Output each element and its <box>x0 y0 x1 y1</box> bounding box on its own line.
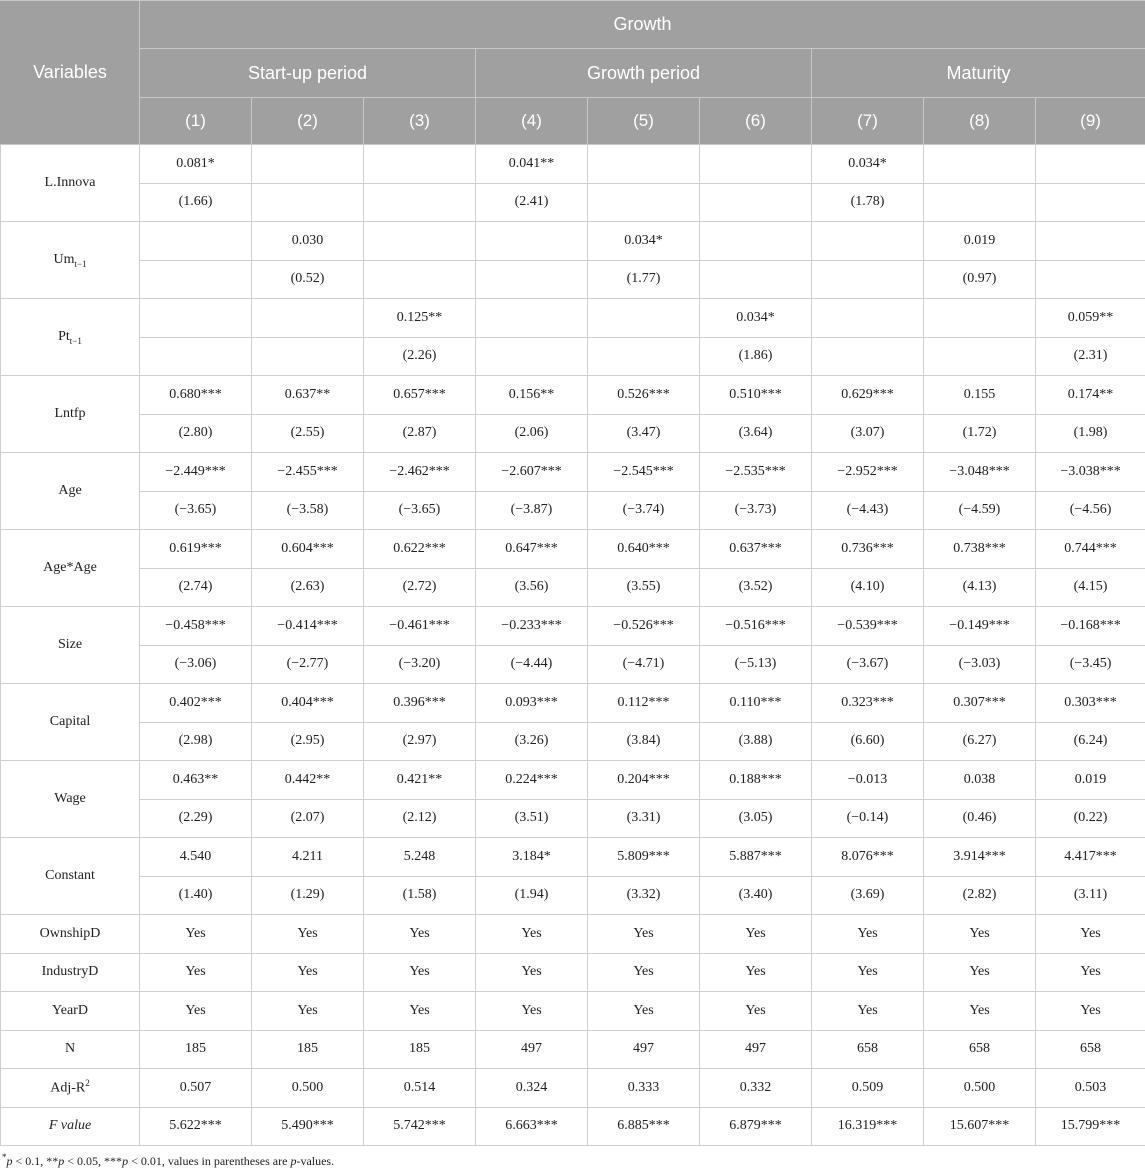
pvalue-cell: (−3.03) <box>924 645 1036 684</box>
statistic-cell: Yes <box>588 915 700 954</box>
coefficient-cell <box>140 299 252 338</box>
coefficient-cell <box>476 299 588 338</box>
period-header-maturity: Maturity <box>812 49 1145 98</box>
pvalue-cell: (1.78) <box>812 183 924 222</box>
pvalue-row <box>1 183 1145 222</box>
pvalue-cell: (−3.58) <box>252 491 364 530</box>
coefficient-cell: 0.034* <box>812 145 924 184</box>
pvalue-cell: (2.31) <box>1036 337 1145 376</box>
coefficient-cell: −0.013 <box>812 761 924 800</box>
coefficient-cell: 0.396*** <box>364 684 476 723</box>
coefficient-row <box>1 376 1145 415</box>
variable-label: Capital <box>1 684 140 761</box>
coefficient-cell: 4.211 <box>252 838 364 877</box>
statistic-cell: 658 <box>812 1030 924 1069</box>
coefficient-cell: 0.204*** <box>588 761 700 800</box>
pvalue-cell <box>476 337 588 376</box>
pvalue-cell <box>812 337 924 376</box>
statistic-cell: 497 <box>700 1030 812 1069</box>
pvalue-cell: (4.10) <box>812 568 924 607</box>
pvalue-cell: (2.82) <box>924 876 1036 915</box>
coefficient-cell: 0.604*** <box>252 530 364 569</box>
pvalue-cell: (3.84) <box>588 722 700 761</box>
coefficient-cell: 4.540 <box>140 838 252 877</box>
statistic-cell: Yes <box>924 992 1036 1031</box>
coefficient-cell: 0.093*** <box>476 684 588 723</box>
coefficient-cell: −0.461*** <box>364 607 476 646</box>
pvalue-cell: (6.60) <box>812 722 924 761</box>
coefficient-cell: 0.738*** <box>924 530 1036 569</box>
statistic-row <box>1 992 1145 1031</box>
coefficient-row <box>1 684 1145 723</box>
coefficient-cell: −0.516*** <box>700 607 812 646</box>
statistic-cell: 16.319*** <box>812 1107 924 1146</box>
statistic-cell: Yes <box>700 992 812 1031</box>
coefficient-cell: 0.112*** <box>588 684 700 723</box>
pvalue-cell <box>1036 260 1145 299</box>
pvalue-cell: (3.11) <box>1036 876 1145 915</box>
statistic-cell: Yes <box>588 953 700 992</box>
column-number-header: (4) <box>476 98 588 145</box>
coefficient-row <box>1 222 1145 261</box>
statistic-cell: Yes <box>588 992 700 1031</box>
coefficient-cell: 5.809*** <box>588 838 700 877</box>
period-header-startup: Start-up period <box>140 49 476 98</box>
coefficient-cell: 0.110*** <box>700 684 812 723</box>
coefficient-cell: 5.887*** <box>700 838 812 877</box>
statistic-row <box>1 1030 1145 1069</box>
pvalue-cell <box>812 260 924 299</box>
pvalue-cell: (−4.56) <box>1036 491 1145 530</box>
coefficient-cell: −3.048*** <box>924 453 1036 492</box>
statistic-cell: Yes <box>476 992 588 1031</box>
coefficient-cell: 0.059** <box>1036 299 1145 338</box>
coefficient-cell: −2.535*** <box>700 453 812 492</box>
coefficient-row <box>1 145 1145 184</box>
pvalue-cell: (−0.14) <box>812 799 924 838</box>
coefficient-cell <box>924 145 1036 184</box>
dependent-variable-header: Growth <box>140 1 1145 49</box>
statistic-row <box>1 953 1145 992</box>
coefficient-cell: 0.736*** <box>812 530 924 569</box>
pvalue-cell <box>700 183 812 222</box>
pvalue-cell: (2.97) <box>364 722 476 761</box>
coefficient-row <box>1 838 1145 877</box>
coefficient-cell: 0.224*** <box>476 761 588 800</box>
statistic-cell: 6.885*** <box>588 1107 700 1146</box>
coefficient-cell: 0.188*** <box>700 761 812 800</box>
pvalue-cell: (−2.77) <box>252 645 364 684</box>
statistic-row <box>1 915 1145 954</box>
pvalue-cell: (2.12) <box>364 799 476 838</box>
pvalue-cell: (4.15) <box>1036 568 1145 607</box>
statistic-cell: Yes <box>140 953 252 992</box>
coefficient-row <box>1 453 1145 492</box>
variable-label: L.Innova <box>1 145 140 222</box>
coefficient-cell: 0.647*** <box>476 530 588 569</box>
coefficient-cell: 0.744*** <box>1036 530 1145 569</box>
coefficient-cell: 0.303*** <box>1036 684 1145 723</box>
pvalue-cell: (3.56) <box>476 568 588 607</box>
pvalue-row <box>1 414 1145 453</box>
variable-label: $Pt_{t-1}$ <box>1 299 140 376</box>
coefficient-cell: 0.637*** <box>700 530 812 569</box>
column-number-header: (1) <box>140 98 252 145</box>
pvalue-cell: (4.13) <box>924 568 1036 607</box>
coefficient-cell: 5.248 <box>364 838 476 877</box>
pvalue-cell: (0.52) <box>252 260 364 299</box>
statistic-cell: 6.879*** <box>700 1107 812 1146</box>
pvalue-cell: (−4.59) <box>924 491 1036 530</box>
statistic-cell: Yes <box>476 915 588 954</box>
variable-label: Size <box>1 607 140 684</box>
statistic-cell: 0.324 <box>476 1069 588 1108</box>
pvalue-cell <box>588 337 700 376</box>
coefficient-cell: 0.442** <box>252 761 364 800</box>
statistic-cell: 0.514 <box>364 1069 476 1108</box>
statistic-cell: 0.332 <box>700 1069 812 1108</box>
coefficient-row <box>1 299 1145 338</box>
coefficient-row <box>1 530 1145 569</box>
pvalue-cell: (−5.13) <box>700 645 812 684</box>
pvalue-row <box>1 491 1145 530</box>
coefficient-cell: 3.184* <box>476 838 588 877</box>
column-number-header: (8) <box>924 98 1036 145</box>
pvalue-cell <box>924 183 1036 222</box>
statistic-cell: Yes <box>364 953 476 992</box>
pvalue-cell: (−3.74) <box>588 491 700 530</box>
statistic-cell: Yes <box>364 992 476 1031</box>
pvalue-cell: (3.05) <box>700 799 812 838</box>
statistic-cell: 0.333 <box>588 1069 700 1108</box>
coefficient-cell: −0.149*** <box>924 607 1036 646</box>
coefficient-cell <box>476 222 588 261</box>
pvalue-cell: (2.95) <box>252 722 364 761</box>
pvalue-cell: (2.74) <box>140 568 252 607</box>
variables-header: Variables <box>1 1 140 145</box>
pvalue-cell: (1.77) <box>588 260 700 299</box>
pvalue-cell: (2.80) <box>140 414 252 453</box>
variable-label: YearD <box>1 992 140 1031</box>
statistic-cell: 185 <box>252 1030 364 1069</box>
coefficient-cell <box>252 299 364 338</box>
statistic-cell: Yes <box>252 953 364 992</box>
coefficient-cell <box>364 222 476 261</box>
coefficient-cell: 8.076*** <box>812 838 924 877</box>
pvalue-cell: (3.47) <box>588 414 700 453</box>
pvalue-row <box>1 568 1145 607</box>
coefficient-cell <box>588 145 700 184</box>
coefficient-cell: 0.404*** <box>252 684 364 723</box>
pvalue-cell <box>252 337 364 376</box>
statistic-cell: 0.509 <box>812 1069 924 1108</box>
statistic-cell: 497 <box>476 1030 588 1069</box>
coefficient-cell: −3.038*** <box>1036 453 1145 492</box>
pvalue-cell: (1.58) <box>364 876 476 915</box>
pvalue-cell: (−4.44) <box>476 645 588 684</box>
coefficient-cell: −2.462*** <box>364 453 476 492</box>
pvalue-row <box>1 645 1145 684</box>
pvalue-cell <box>364 183 476 222</box>
coefficient-cell: −2.952*** <box>812 453 924 492</box>
pvalue-cell <box>252 183 364 222</box>
statistic-cell: 658 <box>924 1030 1036 1069</box>
variable-label: Lntfp <box>1 376 140 453</box>
pvalue-cell: (3.40) <box>700 876 812 915</box>
statistic-cell: Yes <box>812 953 924 992</box>
coefficient-cell: 0.637** <box>252 376 364 415</box>
statistic-cell: 497 <box>588 1030 700 1069</box>
coefficient-cell: 3.914*** <box>924 838 1036 877</box>
pvalue-cell: (3.32) <box>588 876 700 915</box>
coefficient-cell: −2.455*** <box>252 453 364 492</box>
pvalue-row <box>1 337 1145 376</box>
coefficient-cell: −0.233*** <box>476 607 588 646</box>
coefficient-cell: −0.414*** <box>252 607 364 646</box>
pvalue-cell: (0.97) <box>924 260 1036 299</box>
coefficient-cell <box>700 145 812 184</box>
pvalue-cell: (2.72) <box>364 568 476 607</box>
statistic-cell: Yes <box>364 915 476 954</box>
coefficient-cell: 0.629*** <box>812 376 924 415</box>
pvalue-cell: (2.06) <box>476 414 588 453</box>
statistic-row <box>1 1107 1145 1146</box>
column-number-header: (5) <box>588 98 700 145</box>
pvalue-cell: (2.98) <box>140 722 252 761</box>
coefficient-cell: 0.421** <box>364 761 476 800</box>
pvalue-cell: (1.98) <box>1036 414 1145 453</box>
column-number-header: (2) <box>252 98 364 145</box>
pvalue-cell: (−3.65) <box>140 491 252 530</box>
pvalue-cell: (3.88) <box>700 722 812 761</box>
pvalue-cell: (3.31) <box>588 799 700 838</box>
pvalue-row <box>1 799 1145 838</box>
coefficient-cell: 0.640*** <box>588 530 700 569</box>
coefficient-cell: 0.174** <box>1036 376 1145 415</box>
statistic-cell: Yes <box>700 953 812 992</box>
pvalue-cell: (2.55) <box>252 414 364 453</box>
coefficient-cell: 0.125** <box>364 299 476 338</box>
coefficient-cell <box>1036 222 1145 261</box>
pvalue-cell: (1.29) <box>252 876 364 915</box>
coefficient-cell <box>588 299 700 338</box>
column-number-header: (6) <box>700 98 812 145</box>
coefficient-cell <box>140 222 252 261</box>
column-number-header: (7) <box>812 98 924 145</box>
statistic-cell: Yes <box>1036 915 1145 954</box>
coefficient-cell <box>812 299 924 338</box>
coefficient-cell: −0.458*** <box>140 607 252 646</box>
coefficient-cell: −2.607*** <box>476 453 588 492</box>
coefficient-cell: 0.034* <box>588 222 700 261</box>
coefficient-cell: −2.449*** <box>140 453 252 492</box>
variable-label: F value <box>1 1107 140 1146</box>
pvalue-cell: (3.55) <box>588 568 700 607</box>
pvalue-cell: (1.40) <box>140 876 252 915</box>
coefficient-cell: 0.526*** <box>588 376 700 415</box>
pvalue-cell: (2.29) <box>140 799 252 838</box>
pvalue-cell: (6.24) <box>1036 722 1145 761</box>
pvalue-cell: (−3.67) <box>812 645 924 684</box>
coefficient-cell: 4.417*** <box>1036 838 1145 877</box>
pvalue-cell <box>588 183 700 222</box>
column-number-header: (3) <box>364 98 476 145</box>
coefficient-cell: 0.307*** <box>924 684 1036 723</box>
pvalue-cell: (6.27) <box>924 722 1036 761</box>
statistic-cell: 185 <box>140 1030 252 1069</box>
coefficient-cell: 0.657*** <box>364 376 476 415</box>
coefficient-cell: 0.019 <box>1036 761 1145 800</box>
statistic-cell: Yes <box>476 953 588 992</box>
pvalue-cell: (2.26) <box>364 337 476 376</box>
coefficient-cell: 0.030 <box>252 222 364 261</box>
coefficient-cell: 0.622*** <box>364 530 476 569</box>
variable-label: $Um_{t-1}$ <box>1 222 140 299</box>
coefficient-cell: 0.463** <box>140 761 252 800</box>
variable-label: Age*Age <box>1 530 140 607</box>
coefficient-cell: 0.038 <box>924 761 1036 800</box>
pvalue-row <box>1 260 1145 299</box>
statistic-cell: Yes <box>924 915 1036 954</box>
pvalue-cell <box>364 260 476 299</box>
coefficient-cell: 0.155 <box>924 376 1036 415</box>
pvalue-cell: (1.86) <box>700 337 812 376</box>
coefficient-cell: −2.545*** <box>588 453 700 492</box>
pvalue-cell: (1.72) <box>924 414 1036 453</box>
pvalue-cell <box>924 337 1036 376</box>
statistic-cell: Yes <box>1036 992 1145 1031</box>
coefficient-cell: 0.019 <box>924 222 1036 261</box>
pvalue-cell: (0.46) <box>924 799 1036 838</box>
pvalue-cell: (−3.45) <box>1036 645 1145 684</box>
coefficient-cell: −0.526*** <box>588 607 700 646</box>
statistic-cell: Yes <box>812 992 924 1031</box>
variable-label: Constant <box>1 838 140 915</box>
pvalue-cell: (2.87) <box>364 414 476 453</box>
pvalue-cell: (0.22) <box>1036 799 1145 838</box>
pvalue-cell: (2.63) <box>252 568 364 607</box>
pvalue-cell: (−3.06) <box>140 645 252 684</box>
pvalue-row <box>1 722 1145 761</box>
pvalue-cell: (−3.73) <box>700 491 812 530</box>
pvalue-cell: (1.94) <box>476 876 588 915</box>
pvalue-cell: (2.41) <box>476 183 588 222</box>
pvalue-cell <box>140 260 252 299</box>
pvalue-cell: (3.07) <box>812 414 924 453</box>
statistic-cell: 5.490*** <box>252 1107 364 1146</box>
coefficient-cell <box>700 222 812 261</box>
coefficient-cell: 0.510*** <box>700 376 812 415</box>
pvalue-cell <box>140 337 252 376</box>
statistic-cell: Yes <box>252 915 364 954</box>
coefficient-cell: 0.323*** <box>812 684 924 723</box>
coefficient-cell <box>812 222 924 261</box>
coefficient-cell: −0.168*** <box>1036 607 1145 646</box>
coefficient-row <box>1 761 1145 800</box>
statistic-cell: Yes <box>140 992 252 1031</box>
coefficient-cell: 0.619*** <box>140 530 252 569</box>
coefficient-cell <box>1036 145 1145 184</box>
statistic-cell: Yes <box>812 915 924 954</box>
pvalue-cell: (−3.65) <box>364 491 476 530</box>
variable-label: Wage <box>1 761 140 838</box>
statistic-row <box>1 1069 1145 1108</box>
pvalue-cell: (3.26) <box>476 722 588 761</box>
statistic-cell: 15.799*** <box>1036 1107 1145 1146</box>
statistic-cell: 185 <box>364 1030 476 1069</box>
pvalue-cell: (3.64) <box>700 414 812 453</box>
table-footnote: *p < 0.1, **p < 0.05, ***p < 0.01, values in parentheses are p-values. <box>2 1152 335 1168</box>
pvalue-cell: (2.07) <box>252 799 364 838</box>
pvalue-cell: (1.66) <box>140 183 252 222</box>
pvalue-cell: (−4.71) <box>588 645 700 684</box>
pvalue-cell: (−4.43) <box>812 491 924 530</box>
statistic-cell: 5.742*** <box>364 1107 476 1146</box>
coefficient-cell: 0.680*** <box>140 376 252 415</box>
variable-label: Adj-$R^2$ <box>1 1069 140 1108</box>
coefficient-cell: 0.034* <box>700 299 812 338</box>
pvalue-cell <box>700 260 812 299</box>
coefficient-cell: 0.081* <box>140 145 252 184</box>
statistic-cell: 6.663*** <box>476 1107 588 1146</box>
coefficient-cell: −0.539*** <box>812 607 924 646</box>
pvalue-cell: (−3.20) <box>364 645 476 684</box>
period-header-growth: Growth period <box>476 49 812 98</box>
statistic-cell: 0.503 <box>1036 1069 1145 1108</box>
pvalue-cell: (3.69) <box>812 876 924 915</box>
variable-label: Age <box>1 453 140 530</box>
coefficient-row <box>1 607 1145 646</box>
pvalue-cell: (−3.87) <box>476 491 588 530</box>
statistic-cell: Yes <box>700 915 812 954</box>
column-number-header: (9) <box>1036 98 1145 145</box>
pvalue-cell <box>476 260 588 299</box>
statistic-cell: Yes <box>252 992 364 1031</box>
variable-label: IndustryD <box>1 953 140 992</box>
coefficient-cell <box>252 145 364 184</box>
pvalue-cell: (3.51) <box>476 799 588 838</box>
statistic-cell: 0.500 <box>924 1069 1036 1108</box>
statistic-cell: Yes <box>924 953 1036 992</box>
statistic-cell: 0.507 <box>140 1069 252 1108</box>
statistic-cell: 658 <box>1036 1030 1145 1069</box>
coefficient-cell: 0.402*** <box>140 684 252 723</box>
pvalue-cell: (3.52) <box>700 568 812 607</box>
pvalue-row <box>1 876 1145 915</box>
variable-label: N <box>1 1030 140 1069</box>
coefficient-cell: 0.041** <box>476 145 588 184</box>
variable-label: OwnshipD <box>1 915 140 954</box>
statistic-cell: 15.607*** <box>924 1107 1036 1146</box>
statistic-cell: 5.622*** <box>140 1107 252 1146</box>
statistic-cell: 0.500 <box>252 1069 364 1108</box>
statistic-cell: Yes <box>1036 953 1145 992</box>
statistic-cell: Yes <box>140 915 252 954</box>
coefficient-cell <box>924 299 1036 338</box>
coefficient-cell: 0.156** <box>476 376 588 415</box>
pvalue-cell <box>1036 183 1145 222</box>
coefficient-cell <box>364 145 476 184</box>
